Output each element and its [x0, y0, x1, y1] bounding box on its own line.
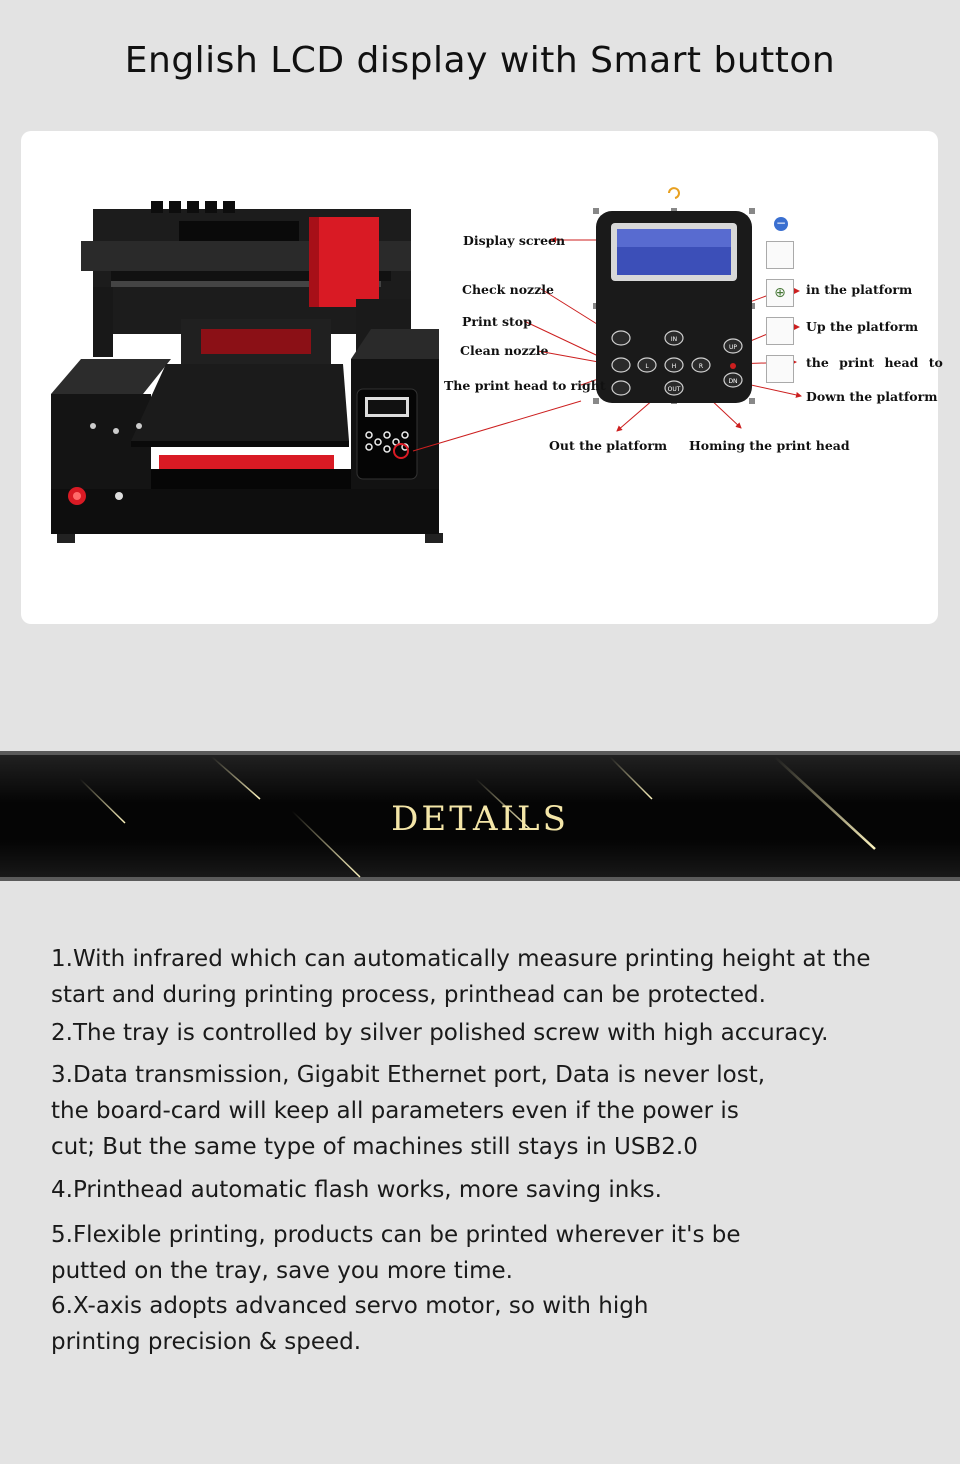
feature-item-6: 6.X-axis adopts advanced servo motor, so with high printing precision & speed. [51, 1293, 649, 1355]
crop-icon[interactable] [766, 317, 794, 345]
frame-icon[interactable] [766, 355, 794, 383]
label-head-to: the print head to [806, 355, 943, 370]
label-out-platform: Out the platform [549, 438, 668, 453]
svg-text:OUT: OUT [667, 386, 681, 393]
feature-item-5: 5.Flexible printing, products can be printed wherever it's be putted on the tray, save you more time. [51, 1222, 741, 1284]
details-title: DETAILS [391, 799, 569, 839]
svg-text:UP: UP [728, 344, 738, 351]
label-homing-head: Homing the print head [689, 438, 850, 453]
page-headline: English LCD display with Smart button [124, 40, 836, 81]
svg-text:R: R [698, 363, 704, 370]
label-print-stop: Print stop [462, 314, 532, 329]
label-check-nozzle: Check nozzle [462, 282, 554, 297]
svg-text:L: L [645, 363, 649, 370]
svg-text:DN: DN [728, 378, 738, 385]
feature-item-4: 4.Printhead automatic flash works, more saving inks. [51, 1177, 662, 1203]
minus-circle-icon[interactable]: − [775, 216, 787, 230]
product-diagram-panel [21, 131, 943, 624]
zoom-icon[interactable]: ⊕ [766, 279, 794, 307]
layout-icon[interactable] [766, 241, 794, 269]
label-down-platform: Down the platform [806, 389, 938, 404]
feature-item-2: 2.The tray is controlled by silver polished screw with high accuracy. [51, 1020, 829, 1046]
feature-item-1: 1.With infrared which can automatically measure printing height at the start and during printing process, printhead can be protected. [51, 946, 871, 1008]
label-clean-nozzle: Clean nozzle [460, 343, 549, 358]
svg-text:IN: IN [670, 336, 678, 343]
svg-text:H: H [671, 363, 677, 370]
label-up-platform: Up the platform [806, 319, 919, 334]
label-display-screen: Display screen [463, 233, 566, 248]
details-banner [0, 751, 960, 881]
label-head-right: The print head to right [444, 378, 606, 393]
label-in-platform: in the platform [806, 282, 913, 297]
feature-item-3: 3.Data transmission, Gigabit Ethernet port, Data is never lost, the board-card will keep all parameters even if the power is cut; But the same type of machines still stays in USB2.0 [51, 1062, 766, 1160]
